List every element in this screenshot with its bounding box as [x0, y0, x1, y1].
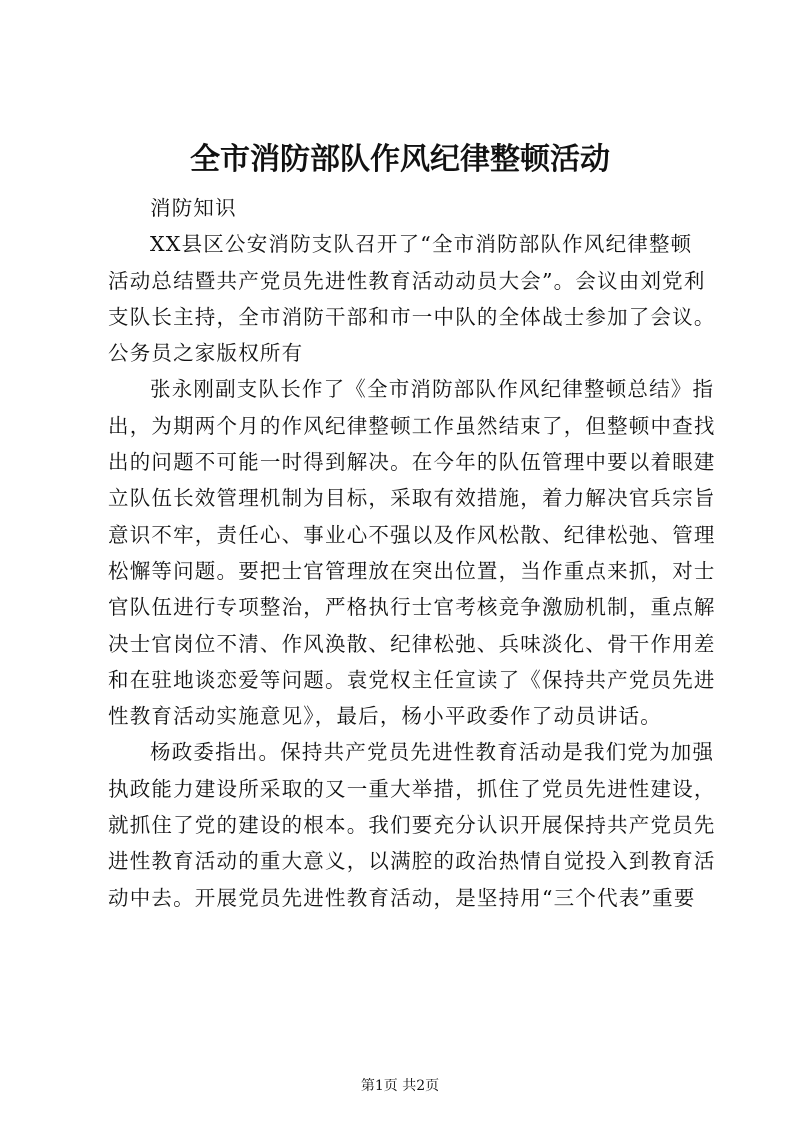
document-title: 全市消防部队作风纪律整顿活动 — [190, 142, 610, 177]
body-line: 决士官岗位不清、作风涣散、纪律松弛、兵味淡化、骨干作用差 — [108, 631, 716, 656]
body-line: 杨政委指出。保持共产党员先进性教育活动是我们党为加强 — [150, 740, 715, 765]
body-line: 出，为期两个月的作风纪律整顿工作虽然结束了，但整顿中查找 — [108, 413, 716, 438]
body-line: 进性教育活动的重大意义，以满腔的政治热情自觉投入到教育活 — [108, 849, 716, 874]
body-line: 消防知识 — [150, 196, 237, 220]
body-line: 官队伍进行专项整治，严格执行士官考核竞争激励机制，重点解 — [108, 595, 716, 620]
body-line: 就抓住了党的建设的根本。我们要充分认识开展保持共产党员先 — [108, 813, 716, 838]
body-line: 张永刚副支队长作了《全市消防部队作风纪律整顿总结》指 — [150, 377, 715, 402]
body-line: 公务员之家版权所有 — [108, 341, 304, 366]
body-line: 出的问题不可能一时得到解决。在今年的队伍管理中要以着眼建 — [108, 450, 716, 475]
body-line: 和在驻地谈恋爱等问题。袁党权主任宣读了《保持共产党员先进 — [108, 667, 716, 692]
document-body — [108, 190, 720, 916]
body-line: 执政能力建设所采取的又一重大举措，抓住了党员先进性建设， — [108, 776, 716, 801]
body-line: 松懈等问题。要把士官管理放在突出位置，当作重点来抓，对士 — [108, 558, 716, 583]
body-line: 立队伍长效管理机制为目标，采取有效措施，着力解决官兵宗旨 — [108, 486, 716, 511]
body-line: 意识不牢，责任心、事业心不强以及作风松散、纪律松弛、管理 — [108, 522, 716, 547]
page-number-footer: 第1页 共2页 — [360, 1078, 440, 1094]
body-line: 支队长主持，全市消防干部和市一中队的全体战士参加了会议。 — [108, 304, 716, 329]
body-line: 活动总结暨共产党员先进性教育活动动员大会”。会议由刘党利 — [108, 268, 706, 293]
body-line: 动中去。开展党员先进性教育活动，是坚持用“三个代表”重要 — [108, 885, 696, 910]
body-line: XX县区公安消防支队召开了“全市消防部队作风纪律整顿 — [150, 232, 693, 257]
body-line: 性教育活动实施意见》，最后，杨小平政委作了动员讲话。 — [108, 704, 662, 729]
